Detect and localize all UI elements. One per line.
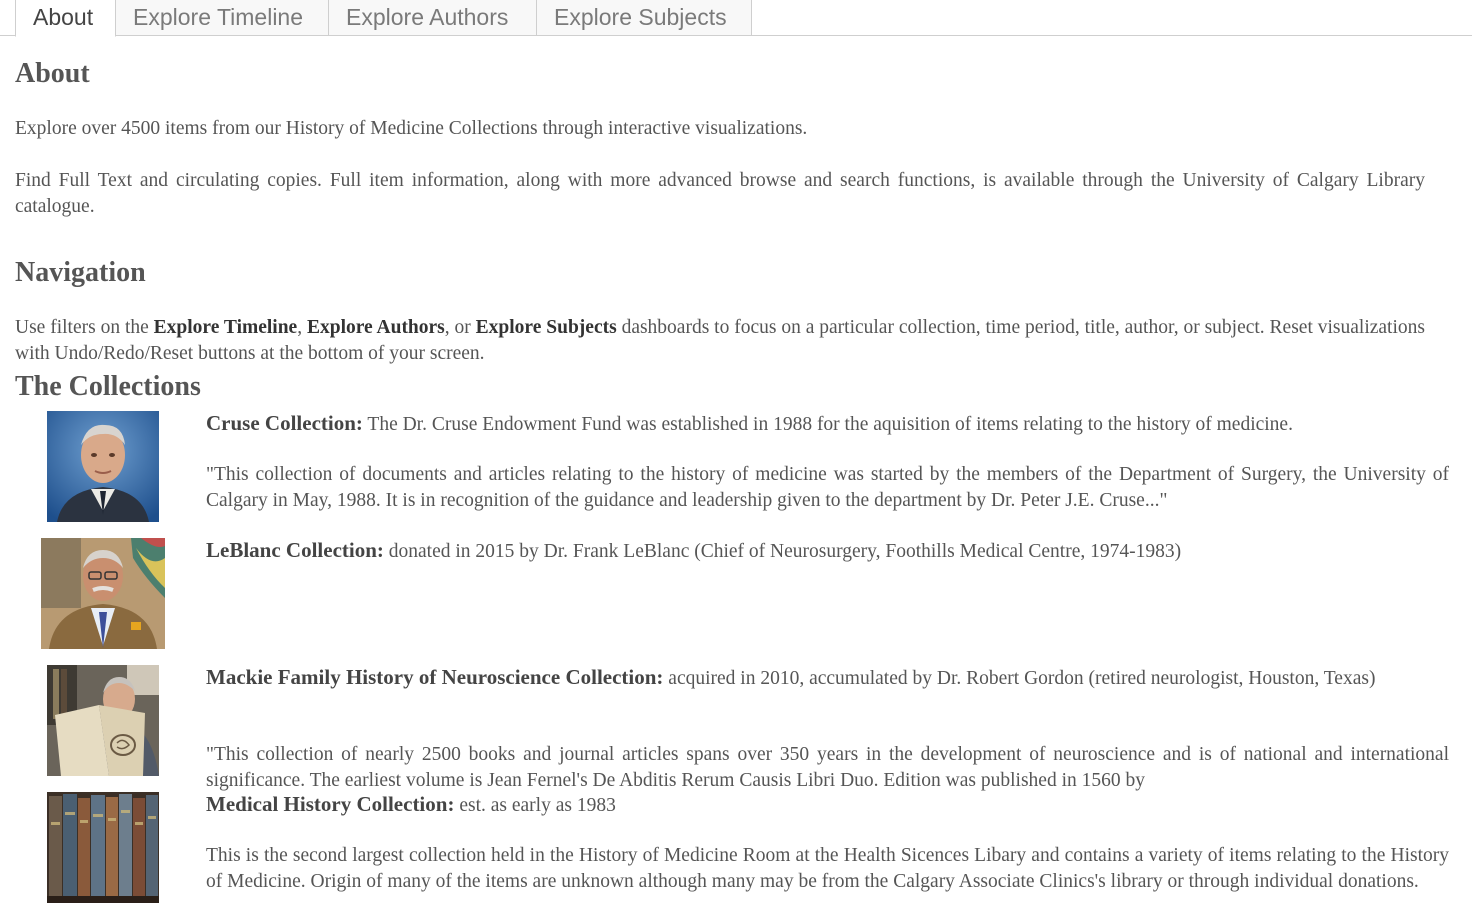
about-heading: About bbox=[15, 58, 90, 89]
tab-about[interactable]: About bbox=[15, 0, 116, 37]
collection-leblanc bbox=[0, 532, 1472, 654]
navigation-heading: Navigation bbox=[15, 257, 146, 288]
navigation-text: Use filters on the Explore Timeline, Explore Authors, or Explore Subjects dashboards to focus on a particular collection, time period, title, author, or subject. Reset visualizations with Undo/Redo/Reset buttons at the bottom of your screen. bbox=[15, 317, 1425, 364]
tab-bar-spacer bbox=[0, 0, 16, 35]
mackie-description: Mackie Family History of Neuroscience Collection: acquired in 2010, accumulated by Dr. Robert Gordon (retired neurologist, Houston, Texas) bbox=[206, 665, 1376, 689]
about-full-text: Find Full Text and circulating copies. Full item information, along with more advanced browse and search functions, is available through the University of Calgary Library catalogue. bbox=[15, 170, 1425, 217]
medical-history-quote: This is the second largest collection held in the History of Medicine Room at the Health Sicences Libary and contains a variety of items relating to the History of Medicine. Origin of many of the items are unknown although many may be from the Calgary Associate Clinics's library or through individual donations. bbox=[206, 845, 1449, 892]
mackie-quote: "This collection of nearly 2500 books and journal articles spans over 350 years in the development of neuroscience and is of national and international significance. The earliest volume is Jean Fernel's De Abditis Rerum Causis Libri Duo. Edition was published in 1560 by bbox=[206, 744, 1449, 791]
cruse-quote: "This collection of documents and articles relating to the history of medicine was started by the members of the Department of Surgery, the University of Calgary in May, 1988. It is in recognition of the guidance and leadership given to the department by Dr. Peter J.E. Cruse..." bbox=[206, 464, 1449, 511]
mackie-book-image bbox=[47, 665, 159, 776]
leblanc-portrait-image bbox=[41, 538, 165, 649]
about-intro-text: Explore over 4500 items from our History of Medicine Collections through interactive visualizations. bbox=[15, 118, 808, 139]
collections-heading-zone bbox=[0, 371, 1472, 402]
collection-cruse bbox=[0, 405, 1472, 527]
cruse-portrait-image bbox=[47, 411, 159, 522]
collection-mackie bbox=[0, 659, 1472, 791]
cruse-description: Cruse Collection: The Dr. Cruse Endowment Fund was established in 1988 for the aquisition of items relating to the history of medicine. bbox=[206, 411, 1293, 435]
tab-explore-timeline[interactable]: Explore Timeline bbox=[115, 0, 329, 36]
tab-bar bbox=[0, 0, 1472, 36]
tab-explore-authors[interactable]: Explore Authors bbox=[328, 0, 537, 36]
tab-explore-subjects[interactable]: Explore Subjects bbox=[536, 0, 752, 36]
collection-medical-history bbox=[0, 786, 1472, 908]
about-zone bbox=[0, 37, 1472, 364]
medical-history-description: Medical History Collection: est. as early as 1983 bbox=[206, 792, 616, 816]
medical-history-books-image bbox=[47, 792, 159, 903]
leblanc-description: LeBlanc Collection: donated in 2015 by Dr. Frank LeBlanc (Chief of Neurosurgery, Foothills Medical Centre, 1974-1983) bbox=[206, 538, 1182, 562]
collections-heading: The Collections bbox=[15, 371, 201, 402]
